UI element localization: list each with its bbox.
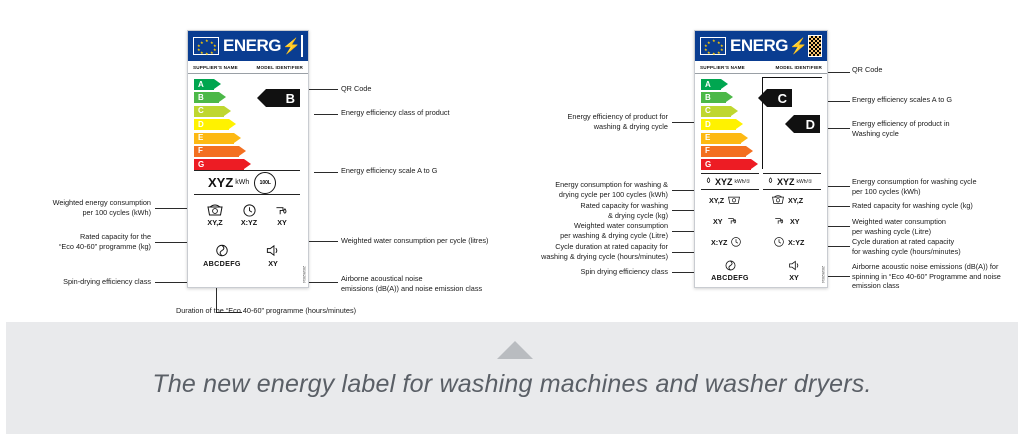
rated-capacity-cell bbox=[198, 203, 232, 227]
callout-noise-emissions: Airborne acoustical noise emissions (dB(A)) and noise emission class bbox=[341, 274, 483, 293]
leader-rated-capacity-washing bbox=[828, 206, 850, 207]
cycle-duration-value: X:YZ bbox=[240, 218, 258, 227]
callout-energy-class-product: Energy efficiency class of product bbox=[341, 108, 450, 117]
caption-arrow-icon bbox=[497, 341, 533, 359]
callout-energy-scale: Energy efficiency scale A to G bbox=[341, 166, 438, 175]
scale-bar-a bbox=[194, 79, 256, 90]
callout-cycle-duration-washing: Cycle duration at rated capacity for washing cycle (hours/minutes) bbox=[852, 237, 961, 256]
scale-letter-c: C bbox=[198, 106, 204, 116]
leader-weighted-water-wash-dry bbox=[672, 231, 694, 232]
washer-dryer-basket-icon bbox=[727, 194, 741, 205]
callout-weighted-water-washing: Weighted water consumption per washing cycle (Litre) bbox=[852, 217, 946, 236]
noise-speaker-icon bbox=[264, 243, 282, 258]
rated-capacity-value-wash: XY,Z bbox=[788, 195, 804, 205]
leader-scale bbox=[314, 172, 338, 173]
callout-consumption-washing-cycle: Energy consumption for washing cycle per 100 cycles (kWh) bbox=[852, 177, 977, 196]
rated-capacity-cell-wash bbox=[771, 194, 817, 205]
label-header bbox=[188, 31, 308, 61]
scale-letter-c-2: C bbox=[705, 106, 711, 116]
water-tap-icon-2 bbox=[773, 215, 787, 226]
eu-flag-icon: ★ ★ ★ ★ ★ ★ ★ ★ ★ ★ bbox=[193, 37, 219, 55]
scale-bar-f-2 bbox=[701, 146, 763, 157]
supplier-model-row-2 bbox=[695, 61, 827, 74]
scale-letter-f: F bbox=[198, 146, 203, 156]
leader-class-wash-dry bbox=[672, 122, 694, 123]
water-cell-wash-dry bbox=[713, 215, 753, 226]
caption-band bbox=[6, 322, 1018, 434]
scale-bar-b-2 bbox=[701, 92, 763, 103]
callout-rated-capacity-washing: Rated capacity for washing cycle (kg) bbox=[852, 201, 973, 210]
clock-icon-2 bbox=[773, 236, 785, 247]
qr-code-icon bbox=[301, 35, 303, 57]
callout-rated-capacity-wash-dry: Rated capacity for washing & drying cycle (kg) bbox=[580, 201, 668, 220]
scale-bar-b bbox=[194, 92, 256, 103]
energy-class-letter: B bbox=[285, 90, 295, 106]
spin-drying-cell bbox=[202, 243, 242, 268]
cycles-circle-icon bbox=[254, 172, 276, 194]
water-tap-icon-wd bbox=[726, 215, 740, 226]
scale-bar-c bbox=[194, 106, 256, 117]
callout-spin-drying: Spin-drying efficiency class bbox=[63, 277, 151, 286]
supplier-model-row bbox=[188, 61, 308, 74]
leader-rated-capacity bbox=[155, 242, 187, 243]
scale-letter-a-2: A bbox=[705, 79, 711, 89]
scale-bar-d-2 bbox=[701, 119, 763, 130]
lightning-bolt-icon: ⚡ bbox=[281, 38, 301, 55]
scale-letter-b-2: B bbox=[705, 92, 711, 102]
wash-cycle-icon bbox=[766, 177, 775, 186]
leader-class bbox=[314, 114, 338, 115]
energy-brand-word-2: ENERG bbox=[730, 36, 788, 55]
rated-capacity-cell-wash-dry bbox=[709, 194, 753, 205]
leader-class-washing bbox=[828, 128, 850, 129]
callout-spin-drying-class: Spin drying efficiency class bbox=[580, 267, 668, 276]
spin-drying-class-value-wd: ABCDEFG bbox=[711, 273, 749, 282]
duration-value-wash-dry: X:YZ bbox=[711, 237, 728, 247]
scale-letter-d: D bbox=[198, 119, 204, 129]
energy-scale-2 bbox=[701, 79, 763, 173]
leader-consumption-wash-dry bbox=[672, 190, 694, 191]
scale-letter-d-2: D bbox=[705, 119, 711, 129]
energy-class-marker-wash-dry bbox=[767, 89, 792, 107]
leader-qr bbox=[309, 89, 338, 90]
consumption-unit-wash: kWh/① bbox=[796, 178, 813, 185]
leader-rated-capacity-wash-dry bbox=[672, 210, 694, 211]
lightning-bolt-icon-2: ⚡ bbox=[788, 38, 808, 55]
noise-speaker-icon-2 bbox=[787, 259, 802, 272]
model-identifier-label-2: MODEL IDENTIFIER bbox=[775, 64, 822, 70]
clock-icon bbox=[242, 203, 257, 217]
callout-class-washing-cycle: Energy efficiency of product in Washing cycle bbox=[852, 119, 950, 138]
energy-class-letter-wash: D bbox=[805, 116, 815, 132]
consumption-row-wash-dry bbox=[701, 173, 759, 190]
spin-drying-class-value: ABCDEFG bbox=[203, 259, 241, 268]
water-tap-icon bbox=[274, 203, 291, 217]
spin-drying-cell-wd bbox=[707, 259, 753, 282]
scale-letter-b: B bbox=[198, 92, 204, 102]
rated-capacity-value-wash-dry: XY,Z bbox=[709, 195, 725, 205]
water-value-wash: XY bbox=[790, 216, 800, 226]
callout-consumption-wash-dry: Energy consumption for washing & drying cycle per 100 cycles (kWh) bbox=[555, 180, 668, 199]
water-consumption-value: XY bbox=[277, 218, 287, 227]
regulation-reference-2: 2019/2014 bbox=[821, 266, 825, 283]
leader-consumption-washing bbox=[828, 186, 850, 187]
duration-cell-wash-dry bbox=[711, 236, 753, 247]
callout-class-wash-dry: Energy efficiency of product for washing & drying cycle bbox=[567, 112, 668, 131]
regulation-reference: 2019/2014 bbox=[302, 266, 306, 283]
noise-value-wd: XY bbox=[789, 273, 799, 282]
consumption-value-wash: XYZ bbox=[777, 176, 795, 187]
leader-weighted-water bbox=[309, 241, 338, 242]
scale-bar-c-2 bbox=[701, 106, 763, 117]
scale-bar-e bbox=[194, 133, 256, 144]
leader-noise-spin bbox=[828, 276, 850, 277]
cycle-duration-cell bbox=[233, 203, 265, 227]
energy-class-marker-wash bbox=[794, 115, 820, 133]
qr-code-icon-2 bbox=[808, 35, 822, 57]
rated-capacity-value: XY,Z bbox=[207, 218, 223, 227]
leader-weighted-water-washing bbox=[828, 226, 850, 227]
callout-noise-emissions-spin: Airborne acoustic noise emissions (dB(A)) for spinning in “Eco 40-60” Programme and noise emission class bbox=[852, 262, 1001, 291]
noise-emission-value: XY bbox=[268, 259, 278, 268]
scale-bar-g-2 bbox=[701, 159, 763, 170]
scale-letter-e-2: E bbox=[705, 133, 711, 143]
supplier-name-label: SUPPLIER'S NAME bbox=[193, 64, 238, 70]
scale-letter-a: A bbox=[198, 79, 204, 89]
spin-drum-icon-wd bbox=[723, 259, 738, 272]
washer-basket-icon-2 bbox=[771, 194, 785, 205]
washing-machine-label bbox=[187, 30, 309, 288]
leader-noise bbox=[309, 282, 338, 283]
scale-letter-g: G bbox=[198, 159, 205, 169]
energy-value: XYZ bbox=[208, 175, 234, 190]
eu-flag-icon-2: ★ ★ ★ ★ ★ ★ ★ ★ ★ ★ bbox=[700, 37, 726, 55]
noise-cell-wd bbox=[769, 259, 819, 282]
supplier-name-label-2: SUPPLIER'S NAME bbox=[700, 64, 745, 70]
energy-class-marker bbox=[266, 89, 300, 107]
callout-weighted-energy: Weighted energy consumption per 100 cycles (kWh) bbox=[52, 198, 151, 217]
callout-cycle-duration-wash-dry: Cycle duration at rated capacity for washing & drying cycle (hours/minutes) bbox=[541, 242, 668, 261]
washer-dryer-label bbox=[694, 30, 828, 288]
energy-brand-word: ENERG bbox=[223, 36, 281, 55]
water-consumption-cell bbox=[266, 203, 298, 227]
callout-weighted-water-wash-dry: Weighted water consumption per washing & drying cycle (Litre) bbox=[560, 221, 668, 240]
model-identifier-label: MODEL IDENTIFIER bbox=[256, 64, 303, 70]
leader-cycle-duration-wash-dry bbox=[672, 252, 694, 253]
callout-rated-capacity: Rated capacity for the “Eco 40-60” programme (kg) bbox=[58, 232, 151, 251]
consumption-value-wash-dry: XYZ bbox=[715, 176, 733, 187]
spin-drum-icon bbox=[213, 243, 231, 258]
caption-text: The new energy label for washing machines and washer dryers. bbox=[152, 370, 872, 398]
duration-value-wash: X:YZ bbox=[788, 237, 805, 247]
leader-spin-drying-class bbox=[672, 272, 694, 273]
duration-cell-wash bbox=[773, 236, 817, 247]
washer-basket-icon bbox=[206, 203, 224, 217]
wash-dry-cycle-icon bbox=[704, 177, 713, 186]
label-header-2 bbox=[695, 31, 827, 61]
energy-consumption-row bbox=[194, 170, 300, 195]
scale-letter-f-2: F bbox=[705, 146, 710, 156]
leader-cycle-duration-washing bbox=[828, 246, 850, 247]
energy-scale bbox=[194, 79, 256, 173]
energy-class-letter-wash-dry: C bbox=[777, 90, 787, 106]
callout-qr-code: QR Code bbox=[341, 84, 372, 93]
callout-weighted-water: Weighted water consumption per cycle (litres) bbox=[341, 236, 489, 245]
scale-bar-e-2 bbox=[701, 133, 763, 144]
scale-bar-g bbox=[194, 159, 256, 170]
callout-qr-code-2: QR Code bbox=[852, 65, 883, 74]
leader-qr-2 bbox=[828, 72, 850, 73]
leader-weighted-energy bbox=[155, 208, 187, 209]
scale-letter-e: E bbox=[198, 133, 204, 143]
cycles-circle-text: 100L bbox=[259, 179, 271, 186]
energy-unit: kWh bbox=[235, 179, 250, 186]
scale-letter-g-2: G bbox=[705, 159, 712, 169]
water-value-wash-dry: XY bbox=[713, 216, 723, 226]
water-cell-wash bbox=[773, 215, 817, 226]
cycle-divider-right bbox=[762, 77, 822, 78]
consumption-row-wash bbox=[763, 173, 821, 190]
leader-spin-drying bbox=[155, 282, 187, 283]
callout-scales-a-to-g: Energy efficiency scales A to G bbox=[852, 95, 953, 104]
clock-icon-wd bbox=[730, 236, 742, 247]
scale-bar-f bbox=[194, 146, 256, 157]
callout-duration: Duration of the “Eco 40-60” programme (hours/minutes) bbox=[175, 306, 357, 315]
noise-emission-cell bbox=[251, 243, 295, 268]
leader-scales-2 bbox=[828, 101, 850, 102]
scale-bar-a-2 bbox=[701, 79, 763, 90]
scale-bar-d bbox=[194, 119, 256, 130]
consumption-unit-wash-dry: kWh/① bbox=[734, 178, 751, 185]
